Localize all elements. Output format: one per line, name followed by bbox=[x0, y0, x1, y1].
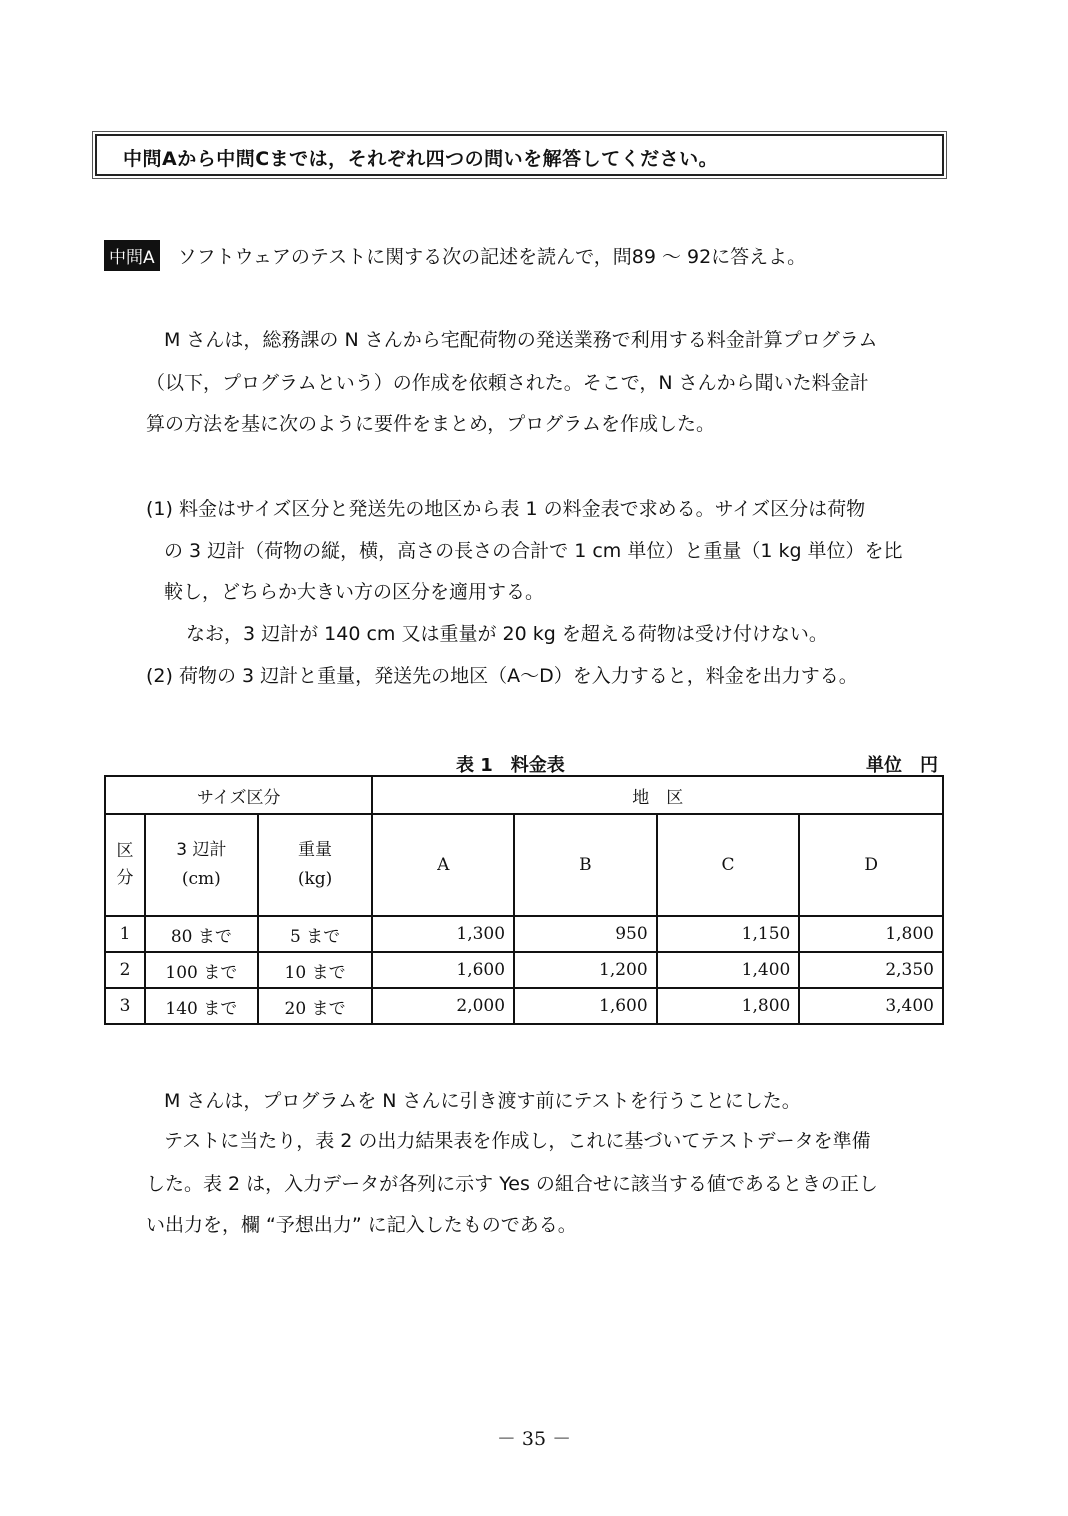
requirement-1-line3: 較し，どちらか大きい方の区分を適用する。 bbox=[164, 581, 545, 603]
size-header: 3 辺計 (cm) bbox=[145, 814, 258, 916]
section-intro: ソフトウェアのテストに関する次の記述を読んで，問89 ～ 92に答えよ。 bbox=[177, 246, 807, 268]
size-cell: 140 まで bbox=[145, 988, 258, 1024]
table1-caption: 表 1 料金表 bbox=[456, 755, 565, 776]
table-row bbox=[105, 916, 943, 952]
instruction-text: 中問Aから中問Cまでは，それぞれ四つの問いを解答してください。 bbox=[123, 148, 719, 170]
size-cell: 100 まで bbox=[145, 952, 258, 988]
paragraph1-line1: M さんは，総務課の N さんから宅配荷物の発送業務で利用する料金計算プログラム bbox=[164, 329, 878, 351]
weight-cell: 10 まで bbox=[258, 952, 373, 988]
kubun-header: 区分 bbox=[105, 814, 145, 916]
region-a-header: A bbox=[372, 814, 514, 916]
region-b-header: B bbox=[514, 814, 657, 916]
fee-table bbox=[104, 775, 944, 1025]
fee-cell-d: 3,400 bbox=[799, 988, 943, 1024]
fee-cell-a: 1,300 bbox=[372, 916, 514, 952]
weight-cell: 20 まで bbox=[258, 988, 373, 1024]
paragraph2-line4: い出力を，欄 “予想出力” に記入したものである。 bbox=[146, 1214, 577, 1236]
table-row bbox=[105, 988, 943, 1024]
page-number: － 35 － bbox=[496, 1428, 572, 1450]
weight-cell: 5 まで bbox=[258, 916, 373, 952]
fee-cell-b: 1,600 bbox=[514, 988, 657, 1024]
fee-cell-a: 2,000 bbox=[372, 988, 514, 1024]
size-cell: 80 まで bbox=[145, 916, 258, 952]
fee-cell-c: 1,800 bbox=[657, 988, 800, 1024]
fee-cell-c: 1,150 bbox=[657, 916, 800, 952]
instruction-box bbox=[95, 134, 944, 176]
section-header bbox=[104, 240, 806, 270]
section-label: 中問A bbox=[104, 240, 160, 271]
region-d-header: D bbox=[799, 814, 943, 916]
fee-cell-a: 1,600 bbox=[372, 952, 514, 988]
fee-cell-b: 1,200 bbox=[514, 952, 657, 988]
paragraph1-line2: （以下，プログラムという）の作成を依頼された。そこで，N さんから聞いた料金計 bbox=[146, 372, 869, 394]
fee-cell-d: 2,350 bbox=[799, 952, 943, 988]
region-c-header: C bbox=[657, 814, 800, 916]
fee-cell-b: 950 bbox=[514, 916, 657, 952]
requirement-2: (2) 荷物の 3 辺計と重量，発送先の地区（A～D）を入力すると，料金を出力する。 bbox=[146, 665, 858, 687]
requirement-1-note: なお，3 辺計が 140 cm 又は重量が 20 kg を超える荷物は受け付けない。 bbox=[186, 623, 828, 645]
fee-cell-d: 1,800 bbox=[799, 916, 943, 952]
paragraph2-line1: M さんは，プログラムを N さんに引き渡す前にテストを行うことにした。 bbox=[164, 1090, 801, 1112]
requirement-1-line1: (1) 料金はサイズ区分と発送先の地区から表 1 の料金表で求める。サイズ区分は荷物 bbox=[146, 498, 866, 520]
kubun-cell: 1 bbox=[105, 916, 145, 952]
table-row bbox=[105, 952, 943, 988]
fee-cell-c: 1,400 bbox=[657, 952, 800, 988]
kubun-cell: 2 bbox=[105, 952, 145, 988]
table1-unit: 単位 円 bbox=[866, 755, 938, 776]
paragraph1-line3: 算の方法を基に次のように要件をまとめ，プログラムを作成した。 bbox=[146, 413, 716, 435]
paragraph2-line3: した。表 2 は，入力データが各列に示す Yes の組合せに該当する値であるときの正し bbox=[146, 1173, 878, 1195]
weight-header: 重量 (kg) bbox=[258, 814, 373, 916]
requirement-1-line2: の 3 辺計（荷物の縦，横，高さの長さの合計で 1 cm 単位）と重量（1 kg 単位）を比 bbox=[164, 540, 903, 562]
size-category-header: サイズ区分 bbox=[105, 776, 372, 814]
region-header: 地 区 bbox=[372, 776, 943, 814]
kubun-cell: 3 bbox=[105, 988, 145, 1024]
paragraph2-line2: テストに当たり，表 2 の出力結果表を作成し，これに基づいてテストデータを準備 bbox=[164, 1130, 871, 1152]
